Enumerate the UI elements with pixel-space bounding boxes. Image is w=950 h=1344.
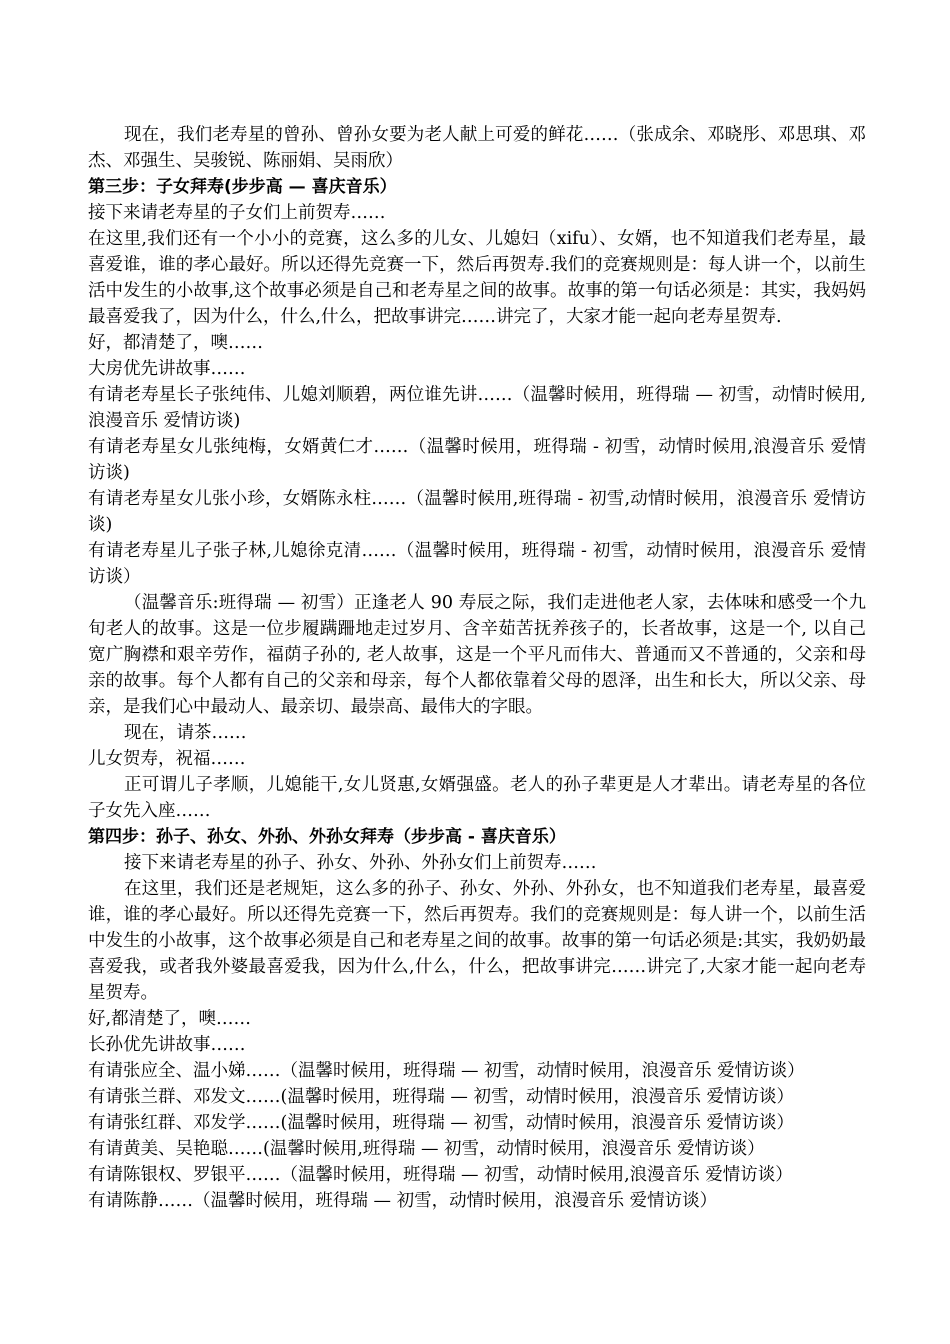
paragraph: 有请老寿星儿子张子林,儿媳徐克清……（温馨时候用，班得瑞 - 初雪，动情时候用，浪漫音乐 爱情访谈） [88, 541, 866, 587]
paragraph: 现在，请茶…… [124, 723, 247, 743]
paragraph: 长孙优先讲故事…… [88, 1035, 246, 1055]
paragraph: 好,都清楚了，噢…… [88, 1009, 252, 1029]
paragraph: 有请老寿星女儿张纯梅，女婿黄仁才……（温馨时候用，班得瑞 - 初雪，动情时候用,浪漫音乐 爱情访谈) [88, 437, 866, 483]
paragraph: 在这里,我们还有一个小小的竞赛，这么多的儿女、儿媳妇（xifu）、女婿，也不知道我们老寿星，最喜爱谁，谁的孝心最好。所以还得先竞赛一下，然后再贺寿.我们的竞赛规则是：每人讲一个，以前生活中发生的小故事,这个故事必须是自己和老寿星之间的故事。故事的第一句话必须是：其实，我妈妈最喜爱我了，因为什么，什么,什么，把故事讲完……讲完了，大家才能一起向老寿星贺寿. [88, 229, 866, 327]
paragraph: 大房优先讲故事…… [88, 359, 246, 379]
paragraph: 好，都清楚了，噢…… [88, 333, 263, 353]
paragraph: 现在，我们老寿星的曾孙、曾孙女要为老人献上可爱的鲜花……（张成余、邓晓彤、邓思琪、邓杰、邓强生、吴骏锐、陈丽娟、吴雨欣） [88, 125, 866, 171]
section-heading: 第三步：子女拜寿(步步高 — 喜庆音乐） [88, 177, 397, 197]
paragraph: 有请张红群、邓发学……(温馨时候用，班得瑞 — 初雪，动情时候用，浪漫音乐 爱情访谈） [88, 1113, 795, 1133]
paragraph: 有请陈静……（温馨时候用，班得瑞 — 初雪，动情时候用，浪漫音乐 爱情访谈） [88, 1191, 718, 1211]
paragraph: 有请黄美、吴艳聪……(温馨时候用,班得瑞 — 初雪，动情时候用，浪漫音乐 爱情访谈） [88, 1139, 765, 1159]
paragraph: 有请张应全、温小娣……（温馨时候用，班得瑞 — 初雪，动情时候用，浪漫音乐 爱情访谈） [88, 1061, 805, 1081]
section-heading: 第四步：孙子、孙女、外孙、外孙女拜寿（步步高 - 喜庆音乐） [88, 827, 566, 847]
paragraph: 接下来请老寿星的子女们上前贺寿…… [88, 203, 386, 223]
paragraph: 有请陈银权、罗银平……（温馨时候用，班得瑞 — 初雪，动情时候用,浪漫音乐 爱情访谈） [88, 1165, 793, 1185]
paragraph: 有请老寿星女儿张小珍，女婿陈永柱……（温馨时候用,班得瑞 - 初雪,动情时候用，浪漫音乐 爱情访谈) [88, 489, 866, 535]
paragraph: 有请老寿星长子张纯伟、儿媳刘顺碧，两位谁先讲……（温馨时候用，班得瑞 — 初雪，动情时候用,浪漫音乐 爱情访谈) [88, 385, 866, 431]
paragraph: 接下来请老寿星的孙子、孙女、外孙、外孙女们上前贺寿…… [124, 853, 597, 873]
paragraph: 正可谓儿子孝顺，儿媳能干,女儿贤惠,女婿强盛。老人的孙子辈更是人才辈出。请老寿星的各位子女先入座…… [88, 775, 866, 821]
paragraph: 在这里，我们还是老规矩，这么多的孙子、孙女、外孙、外孙女，也不知道我们老寿星，最喜爱谁，谁的孝心最好。所以还得先竞赛一下，然后再贺寿。我们的竞赛规则是：每人讲一个，以前生活中发生的小故事，这个故事必须是自己和老寿星之间的故事。故事的第一句话必须是:其实，我奶奶最喜爱我，或者我外婆最喜爱我，因为什么,什么，什么，把故事讲完……讲完了,大家才能一起向老寿星贺寿。 [88, 879, 866, 1003]
paragraph: （温馨音乐:班得瑞 — 初雪）正逢老人 90 寿辰之际，我们走进他老人家，去体味和感受一个九旬老人的故事。这是一位步履蹒跚地走过岁月、含辛茹苦抚养孩子的，长者故事，这是一个, 以自己宽广胸襟和艰辛劳作，福荫子孙的, 老人故事，这是一个平凡而伟大、普通而又不普通的，父亲和母亲的故事。每个人都有自己的父亲和母亲，每个人都依靠着父母的恩泽，出生和长大，所以父亲、母亲，是我们心中最动人、最亲切、最崇高、最伟大的字眼。 [88, 593, 866, 717]
document-body [88, 122, 866, 1214]
paragraph: 儿女贺寿，祝福…… [88, 749, 246, 769]
paragraph: 有请张兰群、邓发文……(温馨时候用，班得瑞 — 初雪，动情时候用，浪漫音乐 爱情访谈） [88, 1087, 795, 1107]
